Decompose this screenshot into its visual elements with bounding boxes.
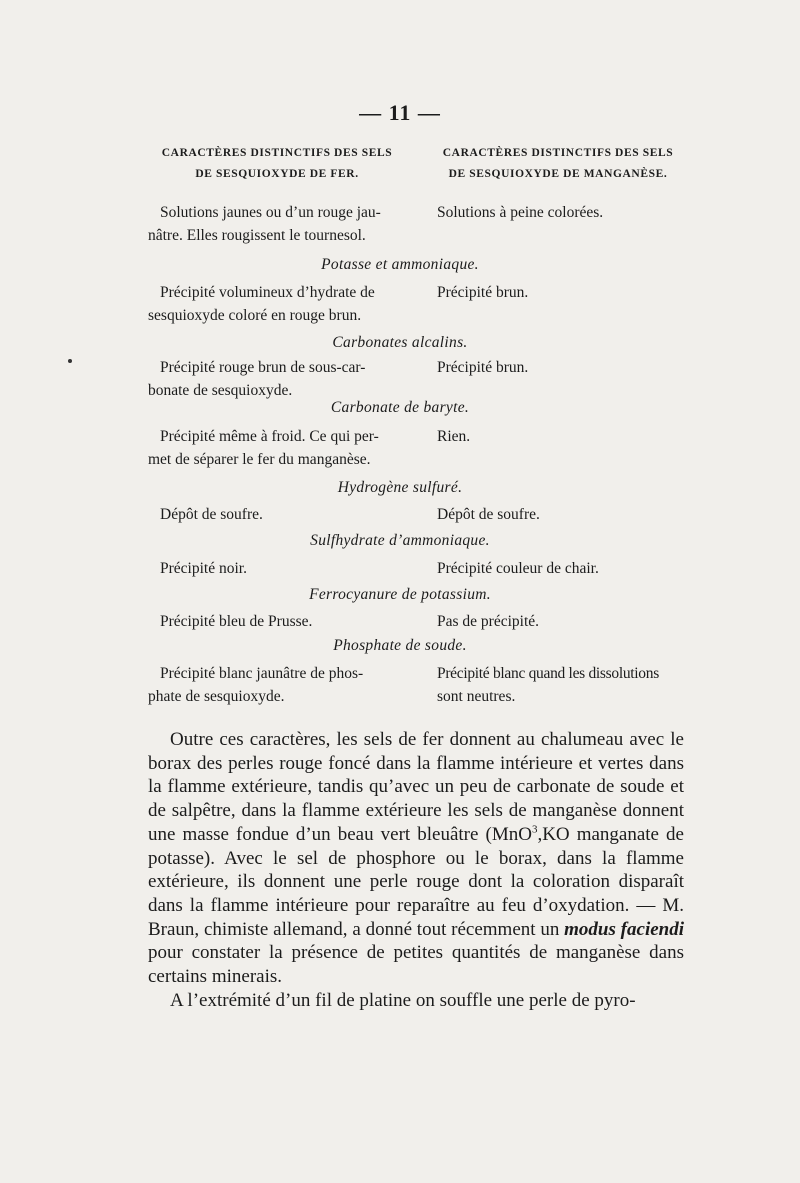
reaction-right-line2: sont neutres. — [437, 688, 516, 705]
right-column-heading — [428, 143, 688, 185]
reaction-left-line1: Précipité volumineux d’hydrate de — [160, 284, 375, 301]
reaction-left-cell — [148, 425, 416, 471]
reagent-heading: Sulfhydrate d’ammoniaque. — [310, 532, 490, 549]
left-column-heading-line1: CARACTÈRES DISTINCTIFS DES SELS — [161, 147, 393, 159]
left-column-heading — [150, 143, 404, 185]
body-text — [148, 728, 684, 1012]
reaction-left-cell — [148, 503, 416, 526]
body-paragraph: A l’extrémité d’un fil de platine on souffle une perle de pyro- — [170, 989, 636, 1011]
intro-left-line1: Solutions jaunes ou d’un rouge jau- — [160, 204, 381, 221]
right-column-heading-line1: CARACTÈRES DISTINCTIFS DES SELS — [442, 147, 674, 159]
reaction-left-cell — [148, 281, 416, 327]
reaction-right-cell — [437, 610, 699, 633]
reaction-right-line1: Précipité couleur de chair. — [437, 560, 599, 577]
reaction-right-cell — [437, 662, 699, 708]
body-paragraph-part: pour constater la présence de petites quantités de manganèse dans certains minerais. — [148, 942, 684, 988]
reagent-heading: Phosphate de soude. — [333, 637, 467, 654]
reaction-right-line1: Précipité brun. — [437, 284, 529, 301]
intro-left-cell — [148, 201, 416, 247]
reagent-heading: Carbonate de baryte. — [330, 399, 470, 416]
intro-right-line1: Solutions à peine colorées. — [437, 204, 604, 221]
reaction-left-line2: met de séparer le fer du manganèse. — [148, 451, 371, 468]
reaction-left-line1: Précipité bleu de Prusse. — [160, 613, 313, 630]
reaction-right-line1: Rien. — [437, 428, 471, 445]
reaction-left-cell — [148, 557, 416, 580]
intro-right-cell — [437, 201, 699, 224]
reaction-right-cell — [437, 356, 699, 379]
intro-left-line2: nâtre. Elles rougissent le tournesol. — [148, 227, 366, 244]
reaction-right-line1: Pas de précipité. — [437, 613, 540, 630]
reaction-right-line1: Dépôt de soufre. — [437, 506, 540, 523]
reaction-left-line1: Précipité noir. — [160, 560, 247, 577]
reaction-left-line2: sesquioxyde coloré en rouge brun. — [148, 307, 362, 324]
reaction-left-line1: Précipité blanc jaunâtre de phos- — [160, 665, 364, 682]
reaction-left-line1: Précipité même à froid. Ce qui per- — [160, 428, 379, 445]
superscript: 3 — [531, 823, 538, 836]
ink-speck — [68, 359, 72, 363]
reagent-heading: Carbonates alcalins. — [332, 334, 468, 351]
page-number: — 11 — — [359, 100, 441, 125]
reagent-heading: Ferrocyanure de potassium. — [309, 586, 491, 603]
reaction-right-cell — [437, 281, 699, 304]
reaction-right-cell — [437, 557, 699, 580]
body-paragraph-part: ,KO manganate de potasse). Avec le sel de phosphore ou le borax, dans la flamme extérieure, ils donnent une perle rouge dont la coloration disparaît dans la flamme intérieure pour reparaître au feu d’oxydation. — M. Braun, chimiste allemand, a donné tout récemment un — [148, 823, 684, 940]
reaction-left-cell — [148, 356, 416, 402]
reaction-left-line1: Dépôt de soufre. — [160, 506, 263, 523]
reagent-heading: Hydrogène sulfuré. — [337, 479, 463, 496]
right-column-heading-line2: DE SESQUIOXYDE DE MANGANÈSE. — [448, 168, 668, 180]
body-paragraph — [148, 728, 684, 989]
body-paragraph-part: Outre ces caractères, les sels de fer donnent au chalumeau avec le borax des perles rouge foncé dans la flamme intérieure et vertes dans la flamme extérieure, tandis qu’avec un peu de carbonate de soude et de salpêtre, dans la flamme extérieure les sels de manganèse donnent une masse fondue d’un beau vert bleuâtre (MnO — [148, 729, 684, 845]
reaction-right-cell — [437, 503, 699, 526]
reaction-left-line1: Précipité rouge brun de sous-car- — [160, 359, 366, 376]
reaction-left-line2: phate de sesquioxyde. — [148, 688, 285, 705]
reaction-right-line1: Précipité brun. — [437, 359, 529, 376]
left-column-heading-line2: DE SESQUIOXYDE DE FER. — [195, 168, 359, 180]
reaction-left-cell — [148, 662, 416, 708]
italic-phrase: modus faciendi — [564, 918, 684, 940]
reaction-left-line2: bonate de sesquioxyde. — [148, 382, 293, 399]
reaction-right-line1: Précipité blanc quand les dissolutions — [437, 665, 659, 682]
reaction-left-cell — [148, 610, 416, 633]
reaction-right-cell — [437, 425, 699, 448]
reagent-heading: Potasse et ammoniaque. — [321, 256, 479, 273]
